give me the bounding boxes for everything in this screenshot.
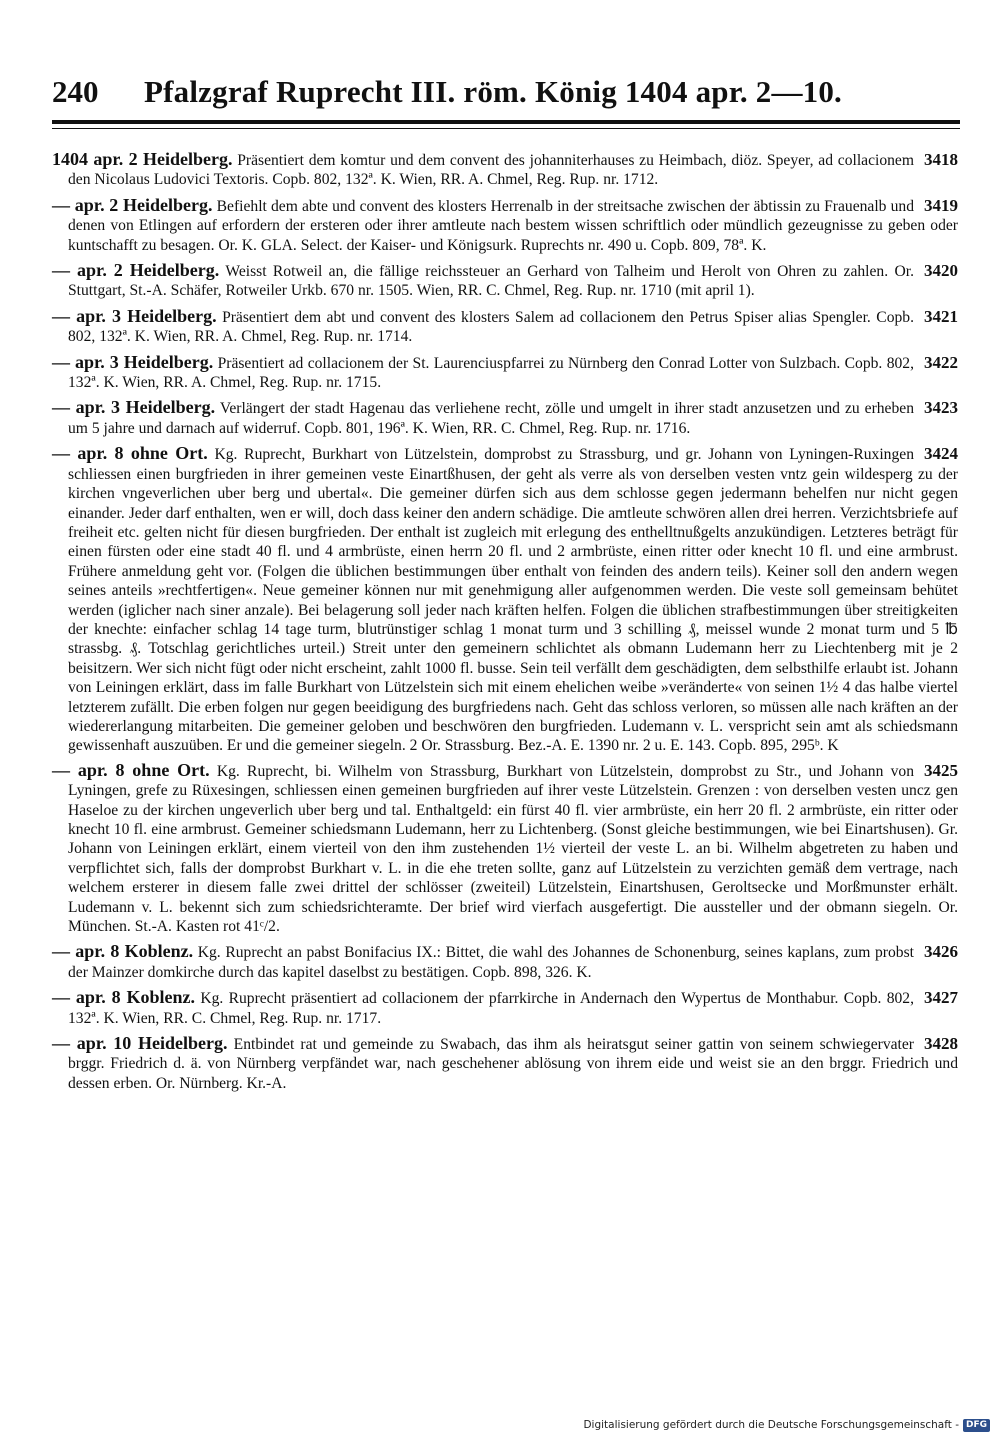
entry-date-place: — apr. 8 Koblenz. — [52, 987, 196, 1008]
entry-number: 3422 — [924, 352, 958, 372]
entry-3426 — [52, 942, 958, 982]
entry-3420 — [52, 261, 958, 301]
dfg-logo: DFG — [963, 1419, 990, 1432]
entry-date-place: — apr. 8 ohne Ort. — [52, 443, 208, 464]
entry-date-place: — apr. 8 ohne Ort. — [52, 759, 210, 780]
entry-number: 3425 — [924, 760, 958, 780]
entry-number: 3428 — [924, 1034, 958, 1054]
running-title: Pfalzgraf Ruprecht III. röm. König 1404 apr. 2—10. — [144, 74, 843, 109]
entry-number: 3418 — [924, 150, 958, 169]
entry-number: 3427 — [924, 988, 958, 1008]
entry-number: 3424 — [924, 444, 958, 464]
entry-3427 — [52, 988, 958, 1028]
entry-date-place: — apr. 10 Heidelberg. — [52, 1033, 228, 1054]
footer-credit-text: Digitalisierung gefördert durch die Deutsche Forschungsgemeinschaft - — [583, 1419, 959, 1431]
entry-text: Weisst Rotweil an, die fällige reichssteuer an Gerhard von Talheim und Herolt von Ohren zu zahlen. Or. Stuttgart, St.-A. Schäfer, Rotweiler Urkb. 670 nr. 1505. Wien, RR. C. Chmel, Reg. Rup. nr. 1710 (mit april 1). — [68, 263, 914, 300]
regesta-entries — [52, 150, 958, 1099]
entry-3428 — [52, 1034, 958, 1093]
entry-3419 — [52, 196, 958, 255]
entry-text: Präsentiert dem komtur und dem convent des johanniterhauses zu Heimbach, diöz. Speyer, ad collacionem den Nicolaus Ludovici Textoris. Copb. 802, 132ª. K. Wien, RR. A. Chmel, Reg. Rup. nr. 1712. — [68, 152, 914, 189]
header-rule-thick — [52, 120, 960, 124]
entry-3423 — [52, 398, 958, 438]
entry-text: Befiehlt dem abte und convent des klosters Herrenalb in der streitsache zwischen der äbtissin zu Frauenalb und denen von Etlingen auf erfordern der ersteren oder ihrer amtleute nach bestem wissen schriftlich oder mündlich gezeugnisse zu geben oder kuntschafft zu besagen. Or. K. GLA. Select. der Kaiser- und Königsurk. Ruprechts nr. 490 u. Copb. 809, 78ª. K. — [68, 197, 958, 254]
entry-text: Verlängert der stadt Hagenau das verliehene recht, zölle und umgelt in ihrer stadt anzusetzen und zu erheben um 5 jahre und darnach auf widerruf. Copb. 801, 196ª. K. Wien, RR. C. Chmel, Reg. Rup. nr. 1716. — [68, 400, 914, 437]
entry-text: Kg. Ruprecht präsentiert ad collacionem der pfarrkirche in Andernach den Wypertus de Monthabur. Copb. 802, 132ª. K. Wien, RR. C. Chmel, Reg. Rup. nr. 1717. — [68, 990, 915, 1027]
entry-number: 3423 — [924, 398, 958, 418]
entry-text: Präsentiert dem abt und convent des klosters Salem ad collacionem den Petrus Spiser alias Spengler. Copb. 802, 132ª. K. Wien, RR. A. Chmel, Reg. Rup. nr. 1714. — [68, 308, 914, 346]
entry-number: 3420 — [924, 261, 958, 281]
entry-3425 — [52, 761, 958, 937]
entry-text: Entbindet rat und gemeinde zu Swabach, das ihm als heiratsgut seiner gattin von seinem schwiegervater brggr. Friedrich d. ä. von Nürnberg verpfändet war, nach geschehener ablösung von ihrem eide und weist sie an den brggr. Friedrich und dessen erben. Or. Nürnberg. Kr.-A. — [68, 1036, 958, 1092]
entry-number: 3421 — [924, 306, 958, 326]
entry-text: Präsentiert ad collacionem der St. Laurenciuspfarrei zu Nürnberg den Conrad Lotter von Sulzbach. Copb. 802, 132ª. K. Wien, RR. A. Chmel, Reg. Rup. nr. 1715. — [68, 354, 914, 392]
entry-text: Kg. Ruprecht an pabst Bonifacius IX.: Bittet, die wahl des Johannes de Schonenburg, seines kaplans, zum probst der Mainzer domkirche durch das kapitel daselbst zu bestätigen. Copb. 898, 326. K. — [68, 944, 914, 981]
entry-date-place: — apr. 3 Heidelberg. — [52, 351, 214, 372]
entry-text: Kg. Ruprecht, Burkhart von Lützelstein, domprobst zu Strassburg, und gr. Johann von Lyningen-Ruxingen schliessen einen burgfrieden in ihrer gemeinen veste Einartßhusen, der geht als verre als von derselben vesten vntz gein wildesperg zu der kirchen vngeverlichen uber berg und ubertal«. Die gemeiner dürfen sich aus dem schlosse gegen jedermann behelfen nur nicht gegen einander. Jeder darf enthalten, wen er will, doch dass keiner den andern schädige. Die amtleute schwören allen drei herren. Verzichtsbriefe auf freiheit etc. gelten nicht für diesen burgfrieden. Der enthalt ist zugleich mit erlegung des enthelltnußgelts anzukündigen. Letzteres beträgt für einen fürsten oder eine stadt 40 fl. und 4 armbrüste, einen herrn 20 fl. und 2 armbrüste, einen ritter oder knecht 10 fl. und eine armbrust. Frühere anmeldung geht vor. (Folgen die üblichen bestimmungen über enthalt von feinden des andern teils). Keiner soll den andern wegen seines anteils »rechtfertigen«. Neue gemeiner können nur mit genehmigung aller aufgenommen werden. Die veste soll gemeinsam behütet werden (iglicher nach siner anzale). Bei belagerung soll jeder nach kräften helfen. Folgen die üblichen strafbestimmungen über streitigkeiten der knechte: einfacher schlag 14 tage turm, blutrünstiger schlag 1 monat turm und 3 schilling ₰, meissel wunde 2 monat turm und 5 ℔ strassbg. ₰. Totschlag gerichtliches urteil.) Streit unter den gemeinern schlichtet als obmann Ludemann herr zu Liechtenberg mit je 2 beisitzern. Wer sich nicht fügt oder nicht erscheint, zahlt 1000 fl. busse. Sein teil verfällt dem geschädigten, dem selbsthilfe erlaubt ist. Johann von Leiningen erklärt, dass im falle Burkhart von Lützelstein sich mit einem ehelichen weibe »veränderte« von seinen 1½ 4 das halbe viertel letzterem zufällt. Die erben folgen nur gegen beeidigung des burgfriedens nach. Geht das schloss verloren, so müssen alle nach kräften an der wiedererlangung mitarbeiten. Die gemeiner geloben und beschwören den burgfrieden. Ludemann v. L. verspricht sein amt als schiedsmann gewissenhaft auszuüben. Er und die gemeiner siegeln. 2 Or. Strassburg. Bez.-A. E. 1390 nr. 2 u. E. 143. Copb. 895, 295ᵇ. K — [68, 446, 958, 755]
header-rule-thin — [52, 128, 960, 129]
entry-number: 3419 — [924, 195, 958, 215]
entry-3418 — [52, 150, 958, 190]
entry-date-place: — apr. 8 Koblenz. — [52, 941, 194, 962]
page-number: 240 — [52, 74, 99, 109]
entry-3421 — [52, 307, 958, 347]
entry-3422 — [52, 353, 958, 393]
entry-date-place: — apr. 2 Heidelberg. — [52, 194, 213, 215]
entry-number: 3426 — [924, 942, 958, 962]
entry-date-place: — apr. 3 Heidelberg. — [52, 305, 217, 326]
page-header — [52, 72, 960, 116]
entry-3424 — [52, 444, 958, 756]
entry-text: Kg. Ruprecht, bi. Wilhelm von Strassburg, Burkhart von Lützelstein, domprobst zu Str., und Johann von Lyningen, grefe zu Rüxesingen, schliessen einen gemeinen burgfrieden auf ihrer veste Lützelstein. Grenzen : von derselben vesten uncz gen Haseloe zu der kirchen ungeverlich uber berg und tal. Enthaltgeld: ein fürst 40 fl. vier armbrüste, ein herr 20 fl. 2 armbrüste, ein ritter oder knecht 10 fl. eine armbrust. Gemeiner schiedsmann Ludemann, herr zu Lichtenberg. (Sonst gleiche bestimmungen, wie bei Einartshusen). Gr. Johann von Leiningen erklärt, einem vierteil von den ihm zustehenden 1½ vierteil der veste L. an bi. Wilhelm abgetreten zu haben und verpflichtet sich, falls der domprobst Burkhart v. L. in die ehe treten sollte, ganz auf Lützelstein zu verzichten gemäß dem vertrage, nach welchem ersterer in diesem falle zwei drittel der schlösser (zweiteil) Lützelstein, Einartshusen, Geroltsecke und Morßmunster erhält. Ludemann v. L. bekennt sich zum schiedsrichteramte. Der brief wird vierfach ausgefertigt. Die aussteller und der obmann siegeln. Or. München. St.-A. Kasten rot 41ᶜ/2. — [68, 762, 958, 936]
entry-date-place: 1404 apr. 2 Heidelberg. — [52, 149, 233, 169]
entry-date-place: — apr. 3 Heidelberg. — [52, 397, 216, 418]
digitization-footer — [583, 1417, 990, 1433]
entry-date-place: — apr. 2 Heidelberg. — [52, 260, 220, 281]
